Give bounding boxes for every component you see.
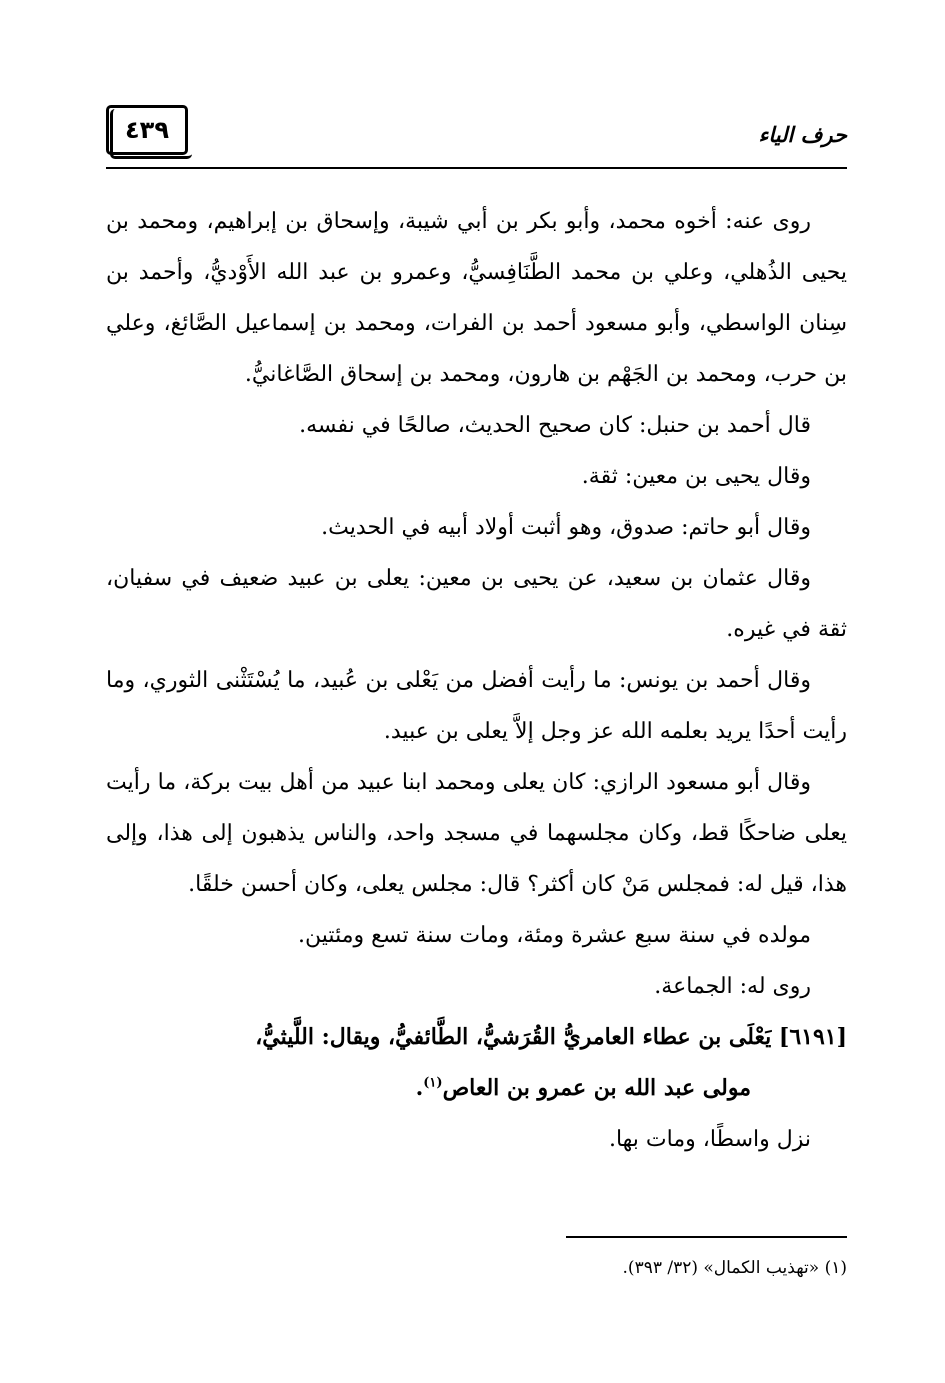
narrators-paragraph: روى عنه: أخوه محمد، وأبو بكر بن أبي شيبة، وإسحاق بن إبراهيم، ومحمد بن يحيى الذُهلي، وعلي بن محمد الطَّنَافِسيُّ، وعمرو بن عبد الله الأَوْديُّ، وأحمد بن سِنان الواسطي، وأبو مسعود أحمد بن الفرات، ومحمد بن إسماعيل الصَّائغ، وعلي بن حرب، ومحمد بن الجَهْم بن هارون، ومحمد بن إسحاق الصَّاغانيُّ. — [106, 209, 847, 387]
main-text — [106, 196, 847, 1165]
yahya-ibn-main-quote: وقال يحيى بن معين: ثقة. — [581, 464, 811, 489]
ahmad-ibn-yunus-quote: وقال أحمد بن يونس: ما رأيت أفضل من يَعْلى بن عُبيد، ما يُسْتَثْنى الثوري، وما رأيت أحدًا يريد بعلمه الله عز وجل إلاَّ يعلى بن عبيد. — [106, 668, 847, 744]
entry-heading-line1: [٦١٩١] يَعْلَى بن عطاء العامريُّ القُرَشيُّ، الطَّائفيُّ، ويقال: اللَّيثيُّ، — [255, 1024, 847, 1050]
abu-hatim-quote: وقال أبو حاتم: صدوق، وهو أثبت أولاد أبيه في الحديث. — [321, 515, 811, 540]
residence-paragraph: نزل واسطًا، ومات بها. — [608, 1127, 811, 1152]
ahmad-ibn-hanbal-quote: قال أحمد بن حنبل: كان صحيح الحديث، صالحًا في نفسه. — [299, 413, 811, 438]
section-title: حرف الياء — [758, 123, 847, 147]
abu-masud-quote: وقال أبو مسعود الرازي: كان يعلى ومحمد ابنا عبيد من أهل بيت بركة، ما رأيت يعلى ضاحكًا قط، وكان مجلسهما في مسجد واحد، والناس يذهبون إلى هذا، وإلى هذا، قيل له: فمجلس مَنْ كان أكثر؟ قال: مجلس يعلى، وكان أحسن خلقًا. — [106, 770, 847, 897]
birth-death-paragraph: مولده في سنة سبع عشرة ومئة، ومات سنة تسع ومئتين. — [298, 923, 811, 948]
page-header — [106, 105, 847, 169]
entry-heading — [106, 1012, 847, 1114]
uthman-ibn-said-quote: وقال عثمان بن سعيد، عن يحيى بن معين: يعلى بن عبيد ضعيف في سفيان، ثقة في غيره. — [106, 566, 847, 642]
header-divider — [106, 167, 847, 169]
entry-heading-line2 — [106, 1063, 847, 1114]
entry-heading-line2-text: مولى عبد الله بن عمرو بن العاص — [442, 1075, 751, 1101]
footnote-marker: (١) — [423, 1075, 443, 1091]
page-number: ٤٣٩ — [106, 105, 188, 155]
narrated-by-paragraph: روى له: الجماعة. — [654, 974, 811, 999]
footnote-divider — [566, 1236, 847, 1238]
entry-heading-end: . — [415, 1075, 424, 1101]
footnote-text: (١) «تهذيب الكمال» (٣٢/ ٣٩٣). — [622, 1258, 847, 1278]
